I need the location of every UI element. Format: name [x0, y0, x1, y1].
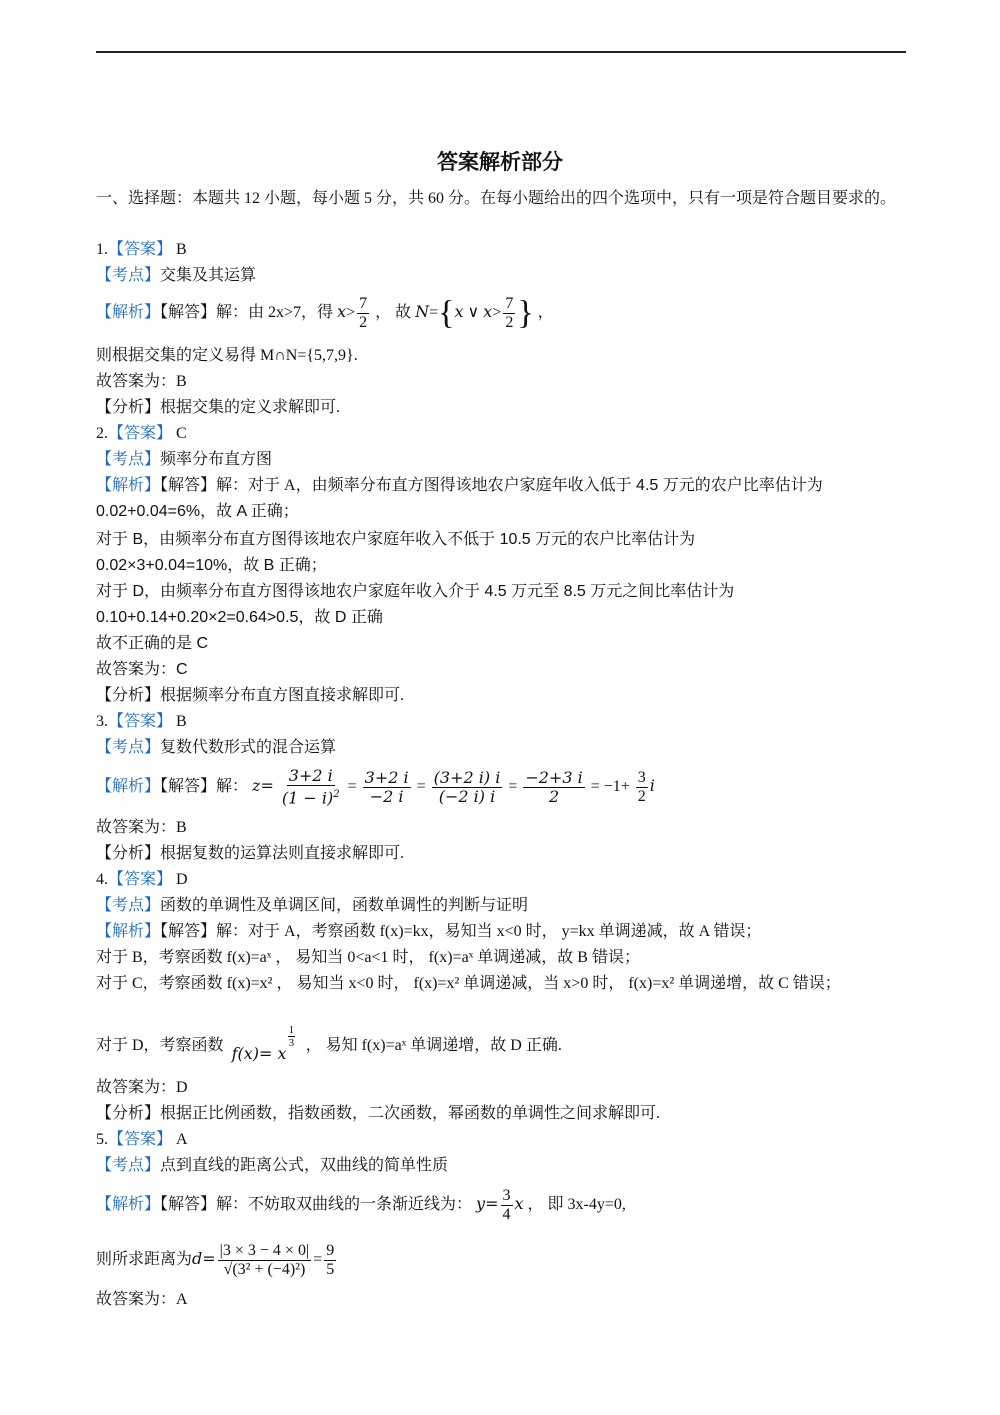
q4-fenxi-line — [96, 1104, 660, 1124]
q3-frac-2 — [363, 769, 411, 806]
q2-point-line — [96, 450, 272, 470]
q4-d-exp-den: 3 — [288, 1037, 295, 1049]
q4-fenxi: 根据正比例函数，指数函数，二次函数，幂函数的单调性之间求解即可. — [160, 1105, 661, 1122]
answer-tag: 【答案】 — [108, 871, 173, 888]
q4-d-math — [228, 1024, 302, 1063]
q3-math-z: z= — [252, 776, 274, 795]
q1-frac-num: 7 — [359, 294, 368, 312]
q3-frac2-den: −2 i — [369, 786, 404, 806]
q2-solve-a-sans: 该地农户家庭年收入低于 4.5 万元的农户比率估计为 — [455, 477, 823, 494]
q3-point-line — [96, 738, 336, 758]
q3-frac4-num: −2+3 i — [525, 767, 583, 787]
q3-frac1-den-sup: 2 — [333, 789, 340, 801]
q2-line-6: 故不正确的是 C — [96, 635, 209, 652]
q5-frac-1 — [501, 1187, 513, 1224]
solve-tag: 【解答】 — [160, 923, 217, 940]
q5-point: 点到直线的距离公式，双曲线的简单性质 — [160, 1157, 449, 1174]
point-tag: 【考点】 — [96, 267, 161, 284]
q1-math-eq: = — [429, 304, 439, 321]
q2-line-3: 0.02×3+0.04=10%，故 B 正确； — [96, 557, 327, 574]
q3-eq-2: = — [416, 778, 426, 795]
q2-line-2: 对于 B，由频率分布直方图得该地农户家庭年收入不低于 10.5 万元的农户比率估计为 — [96, 531, 696, 548]
q1-fenxi: 根据交集的定义求解即可. — [160, 399, 341, 416]
answer-tag: 【答案】 — [108, 1131, 173, 1148]
q4-answer-final: 故答案为：D — [96, 1079, 188, 1096]
q4-d-fx: f(x)= x — [231, 1044, 287, 1063]
point-tag: 【考点】 — [96, 897, 161, 914]
q3-fenxi: 根据复数的运算法则直接求解即可. — [160, 845, 405, 862]
q5-answer-final: 故答案为：A — [96, 1291, 188, 1308]
q5-math-x: x — [514, 1194, 524, 1213]
fenxi-tag: 【分析】 — [96, 1105, 161, 1122]
q1-answer: B — [172, 241, 187, 258]
q2-solve-a: 解：对于 A，由频率分布直方图得 — [216, 477, 456, 494]
q3-answer: B — [172, 713, 187, 730]
q5-solve-suffix: ， 即 3x-4y=0, — [527, 1196, 626, 1213]
q4-solve: 解：对于 A，考察函数 f(x)=kx，易知当 x<0 时， y=kx 单调递减，故 A 错误； — [216, 923, 762, 940]
q4-point: 函数的单调性及单调区间，函数单调性的判断与证明 — [160, 897, 529, 914]
q5-frac3-den: 5 — [326, 1260, 335, 1278]
q1-math-gt: > — [346, 304, 356, 321]
q1-fraction — [357, 295, 369, 332]
q4-d-prefix: 对于 D，考察函数 — [96, 1037, 224, 1054]
q4-answer: D — [172, 871, 188, 888]
q5-point-line — [96, 1156, 448, 1176]
q3-solve-prefix: 解： — [216, 778, 249, 795]
q5-dist-prefix: 则所求距离为 — [96, 1251, 193, 1268]
q3-line-1: 故答案为：B — [96, 819, 187, 836]
q1-solve-mid: ， 故 — [375, 304, 412, 321]
q1-set-or: ∨ — [467, 304, 480, 321]
q1-point-line — [96, 266, 256, 286]
q4-solve-line — [96, 922, 761, 942]
q1-math-x: x — [337, 302, 347, 321]
q3-math-i: i — [649, 776, 655, 795]
q1-set-fraction — [503, 295, 515, 332]
q3-frac3-den: (−2 i) i — [438, 786, 496, 806]
q1-line-2: 故答案为：B — [96, 373, 187, 390]
fenxi-tag: 【分析】 — [96, 687, 161, 704]
q4-line-1: 对于 B，考察函数 f(x)=aˣ ， 易知当 0<a<1 时， f(x)=aˣ 单调递减，故 B 错误； — [96, 949, 640, 966]
q5-solve-prefix: 解：不妨取双曲线的一条渐近线为： — [216, 1196, 473, 1213]
q3-answer-line — [96, 712, 187, 732]
q1-set-frac-den: 2 — [505, 313, 514, 331]
q5-math-y: y= — [476, 1194, 499, 1213]
q2-number: 2. — [96, 425, 108, 442]
q1-set-x2: x — [483, 302, 493, 321]
analysis-tag: 【解析】 — [96, 477, 161, 494]
answer-tag: 【答案】 — [108, 241, 173, 258]
q5-frac-2 — [218, 1242, 311, 1279]
q5-answer: A — [172, 1131, 188, 1148]
q1-math-N: N — [415, 302, 430, 321]
q5-frac2-num: |3 × 3 − 4 × 0| — [219, 1241, 310, 1259]
q4-number: 4. — [96, 871, 108, 888]
q2-fenxi: 根据频率分布直方图直接求解即可. — [160, 687, 405, 704]
q2-solve-line — [96, 476, 823, 496]
q4-point-line — [96, 896, 528, 916]
q5-dist-line — [96, 1234, 338, 1285]
point-tag: 【考点】 — [96, 739, 161, 756]
page-title: 答案解析部分 — [437, 150, 563, 174]
q5-frac-3 — [324, 1242, 336, 1279]
q5-answer-line — [96, 1130, 188, 1150]
section-heading: 一、选择题：本题共 12 小题，每小题 5 分，共 60 分。在每小题给出的四个选项中，只有一项是符合题目要求的。 — [96, 190, 897, 207]
q5-math-eq: = — [313, 1251, 323, 1268]
q5-frac1-num: 3 — [502, 1186, 511, 1204]
solve-tag: 【解答】 — [160, 1196, 217, 1213]
q3-frac-3 — [432, 769, 503, 806]
q4-d-exp-num: 1 — [288, 1024, 295, 1036]
q3-frac3-num: (3+2 i) i — [433, 767, 501, 787]
q3-number: 3. — [96, 713, 108, 730]
q3-eq-1: = — [347, 778, 357, 795]
q3-frac1-num: 3+2 i — [288, 766, 333, 786]
q1-point: 交集及其运算 — [160, 267, 257, 284]
q4-d-exponent — [288, 1024, 296, 1049]
answer-tag: 【答案】 — [108, 425, 173, 442]
q3-eq-3: = — [508, 778, 518, 795]
q4-line-2: 对于 C，考察函数 f(x)=x² ， 易知当 x<0 时， f(x)=x² 单调递减，当 x>0 时， f(x)=x² 单调递增，故 C 错误； — [96, 975, 841, 992]
q1-number: 1. — [96, 241, 108, 258]
q3-frac-4 — [523, 769, 584, 806]
q5-frac3-num: 9 — [326, 1241, 335, 1259]
point-tag: 【考点】 — [96, 1157, 161, 1174]
q2-line-1: 0.02+0.04=6%，故 A 正确； — [96, 503, 299, 520]
q1-line-1: 则根据交集的定义易得 M∩N={5,7,9}. — [96, 347, 358, 364]
analysis-tag: 【解析】 — [96, 778, 161, 795]
q1-answer-line — [96, 240, 187, 260]
q3-frac5-den: 2 — [637, 787, 646, 805]
q1-solve-prefix: 解：由 2x>7，得 — [216, 304, 334, 321]
q1-fenxi-line — [96, 398, 340, 418]
q4-d-suffix: ， 易知 f(x)=aˣ 单调递增，故 D 正确. — [305, 1037, 562, 1054]
q3-tail: = −1+ — [590, 778, 630, 795]
q5-frac2-den: √(3² + (−4)²) — [223, 1260, 306, 1278]
q3-frac1-den-base: (1 − i) — [281, 788, 334, 808]
q4-d-line — [96, 1024, 562, 1063]
fenxi-tag: 【分析】 — [96, 399, 161, 416]
fenxi-tag: 【分析】 — [96, 845, 161, 862]
q5-frac1-den: 4 — [502, 1205, 511, 1223]
analysis-tag: 【解析】 — [96, 1196, 161, 1213]
q2-point: 频率分布直方图 — [160, 451, 273, 468]
q4-answer-line — [96, 870, 188, 890]
q5-math-d: d= — [192, 1249, 216, 1268]
q2-answer-line — [96, 424, 187, 444]
q1-set-x: x — [454, 302, 464, 321]
q3-frac2-num: 3+2 i — [364, 767, 409, 787]
q1-solve-end: ， — [537, 304, 554, 321]
analysis-tag: 【解析】 — [96, 923, 161, 940]
q2-answer: C — [172, 425, 187, 442]
solve-tag: 【解答】 — [160, 477, 217, 494]
q2-line-5: 0.10+0.14+0.20×2=0.64>0.5，故 D 正确 — [96, 609, 383, 626]
q2-fenxi-line — [96, 686, 404, 706]
q3-frac-1 — [280, 767, 342, 807]
solve-tag: 【解答】 — [160, 778, 217, 795]
header-rule — [96, 51, 906, 53]
q2-line-7: 故答案为：C — [96, 661, 188, 678]
q3-point: 复数代数形式的混合运算 — [160, 739, 337, 756]
q1-set-gt: > — [492, 304, 502, 321]
q3-solve-line — [96, 764, 655, 809]
left-brace: { — [438, 294, 455, 332]
q3-frac5-num: 3 — [637, 768, 646, 786]
q1-solve-line — [96, 292, 554, 333]
solve-tag: 【解答】 — [160, 304, 217, 321]
q5-number: 5. — [96, 1131, 108, 1148]
analysis-tag: 【解析】 — [96, 304, 161, 321]
q1-set-frac-num: 7 — [505, 294, 514, 312]
right-brace: } — [517, 294, 534, 332]
q2-line-4: 对于 D，由频率分布直方图得该地农户家庭年收入介于 4.5 万元至 8.5 万元之间比率估计为 — [96, 583, 735, 600]
q1-frac-den: 2 — [359, 313, 368, 331]
q3-fenxi-line — [96, 844, 404, 864]
q3-frac-5 — [636, 769, 648, 806]
q3-frac4-den: 2 — [548, 786, 560, 806]
q5-solve-line — [96, 1184, 626, 1225]
point-tag: 【考点】 — [96, 451, 161, 468]
q3-frac1-den — [280, 786, 342, 807]
answer-tag: 【答案】 — [108, 713, 173, 730]
